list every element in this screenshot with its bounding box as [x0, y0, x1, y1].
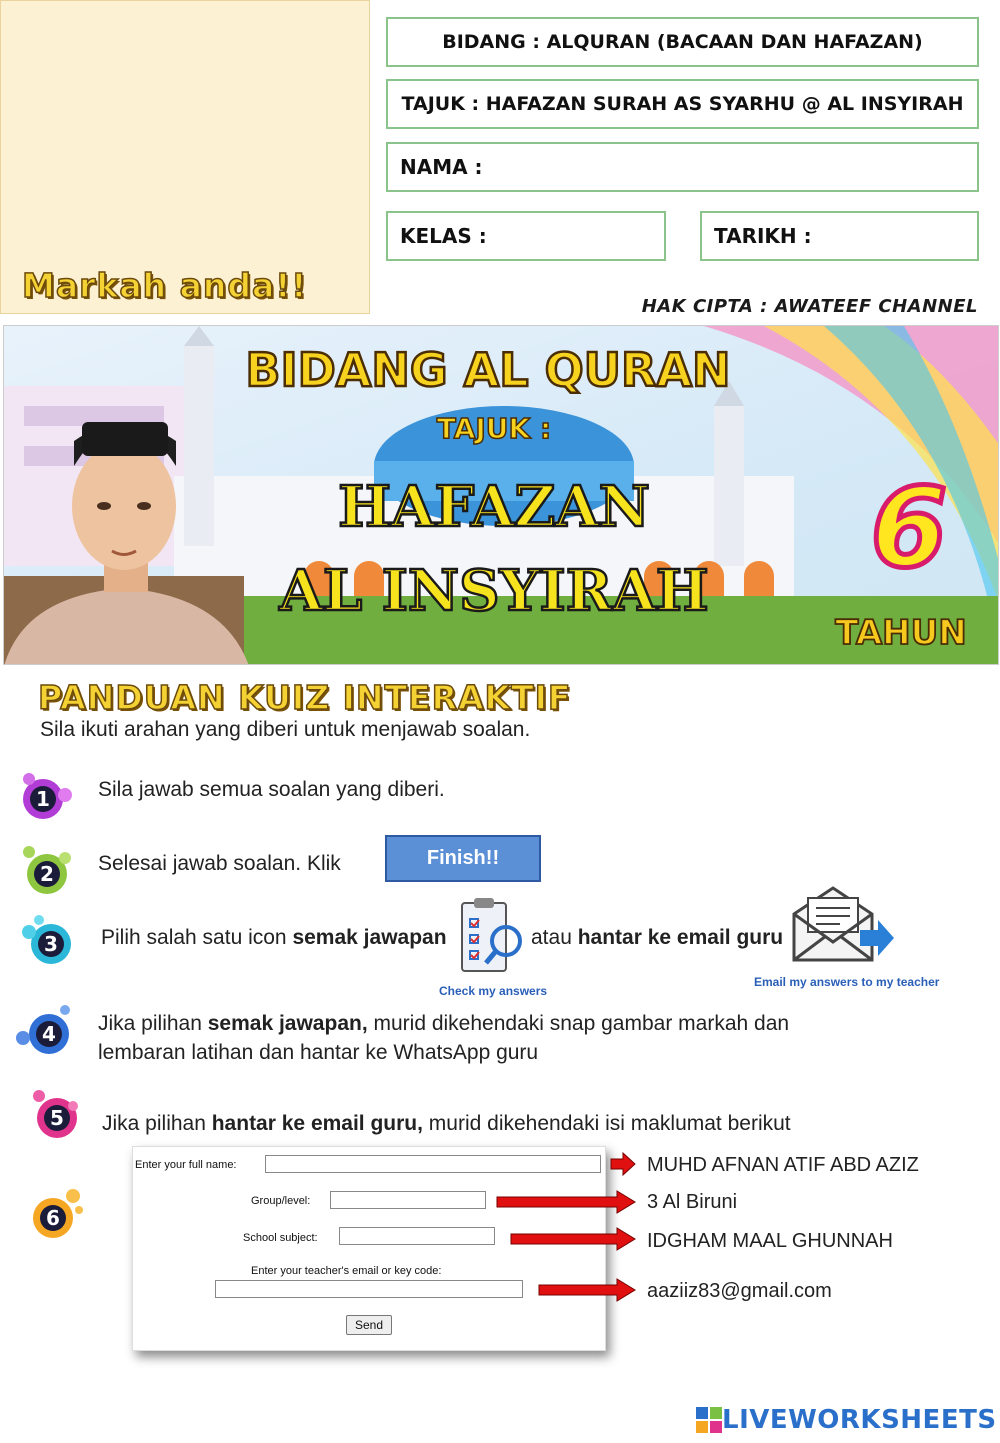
arrow-fullname-icon: [610, 1152, 636, 1176]
class-label: KELAS :: [400, 224, 487, 248]
step-5-pre: Jika pilihan: [102, 1112, 212, 1135]
step-3-badge: [17, 912, 77, 972]
answer-subject: IDGHAM MAAL GHUNNAH: [647, 1230, 893, 1252]
check-answers-caption: Check my answers: [439, 984, 548, 998]
step-1-number: 1: [36, 787, 50, 811]
step-5-number: 5: [50, 1106, 64, 1130]
group-input[interactable]: [330, 1191, 486, 1209]
subject-label: School subject:: [243, 1232, 318, 1244]
answer-fullname: MUHD AFNAN ATIF ABD AZIZ: [647, 1154, 919, 1176]
step-3-text: [101, 923, 447, 952]
step-5-badge: [27, 1084, 87, 1144]
topic-field: [386, 79, 979, 129]
step-3-number: 3: [44, 932, 58, 956]
arrow-group-icon: [496, 1190, 636, 1214]
step-1-badge: [17, 765, 77, 825]
answer-group: 3 Al Biruni: [647, 1191, 738, 1213]
copyright-text: HAK CIPTA : AWATEEF CHANNEL: [641, 296, 978, 317]
step-2-number: 2: [40, 862, 54, 886]
step-4-badge: [13, 1000, 73, 1060]
step-1-text: Sila jawab semua soalan yang diberi.: [98, 778, 445, 801]
arrow-subject-icon: [510, 1227, 636, 1251]
step-5-bold: hantar ke email guru,: [211, 1112, 423, 1135]
grade-number: 6: [870, 464, 948, 592]
group-label: Group/level:: [251, 1195, 311, 1207]
fullname-input[interactable]: [265, 1155, 601, 1173]
liveworksheets-logo-text: LIVEWORKSHEETS: [722, 1405, 997, 1435]
step-3-text-b: [531, 923, 783, 952]
guide-title: PANDUAN KUIZ INTERAKTIF: [38, 678, 572, 717]
subject-text: BIDANG : ALQURAN (BACAAN DAN HAFAZAN): [442, 31, 923, 53]
step-5-post: murid dikehendaki isi maklumat berikut: [422, 1112, 791, 1135]
name-field[interactable]: [386, 142, 979, 192]
send-button[interactable]: Send: [346, 1315, 392, 1335]
banner-line4: AL INSYIRAH: [279, 558, 709, 624]
banner-line3: HAFAZAN: [338, 474, 650, 540]
step-4-text: [98, 1009, 789, 1067]
step-4-line2: lembaran latihan dan hantar ke WhatsApp guru: [98, 1041, 539, 1064]
grade-label: TAHUN: [835, 613, 967, 653]
step-3-bold2: hantar ke email guru: [577, 926, 784, 949]
check-answers-icon[interactable]: [456, 893, 526, 977]
arrow-email-icon: [538, 1278, 636, 1302]
step-3-pre: Pilih salah satu icon: [101, 926, 293, 949]
name-label: NAMA :: [400, 155, 483, 179]
fullname-label: Enter your full name:: [135, 1159, 237, 1171]
date-label: TARIKH :: [714, 224, 812, 248]
step-4-number: 4: [42, 1022, 56, 1046]
finish-button[interactable]: Finish!!: [385, 835, 541, 882]
banner-line1: BIDANG AL QURAN: [245, 343, 731, 397]
step-3-mid: atau: [531, 926, 578, 949]
subject-input[interactable]: [339, 1227, 495, 1245]
answer-email: aaziiz83@gmail.com: [647, 1280, 832, 1302]
step-4-bold: semak jawapan,: [207, 1012, 368, 1035]
step-6-number: 6: [46, 1206, 60, 1230]
date-field[interactable]: [700, 211, 979, 261]
liveworksheets-logo: [696, 1405, 997, 1435]
teacher-email-input[interactable]: [215, 1280, 523, 1298]
score-label: Markah anda!!: [22, 266, 308, 305]
title-banner: [3, 325, 999, 665]
step-3-bold1: semak jawapan: [292, 926, 447, 949]
step-2-badge: [17, 840, 77, 900]
step-6-badge: [27, 1184, 87, 1244]
email-teacher-caption: Email my answers to my teacher: [754, 975, 940, 989]
step-4-pre: Jika pilihan: [98, 1012, 208, 1035]
guide-subtitle: Sila ikuti arahan yang diberi untuk menjawab soalan.: [40, 718, 531, 741]
step-4-post: murid dikehendaki snap gambar markah dan: [367, 1012, 790, 1035]
banner-line2: TAJUK :: [436, 412, 552, 445]
class-field[interactable]: [386, 211, 666, 261]
step-2-text: Selesai jawab soalan. Klik: [98, 852, 341, 875]
banner-illustration: [4, 326, 999, 665]
topic-text: TAJUK : HAFAZAN SURAH AS SYARHU @ AL INSYIRAH: [401, 93, 964, 115]
subject-field: [386, 17, 979, 67]
email-teacher-icon[interactable]: [788, 884, 898, 964]
teacher-email-label: Enter your teacher's email or key code:: [251, 1265, 442, 1277]
step-5-text: [102, 1109, 791, 1138]
liveworksheets-logo-icon: [696, 1407, 722, 1433]
